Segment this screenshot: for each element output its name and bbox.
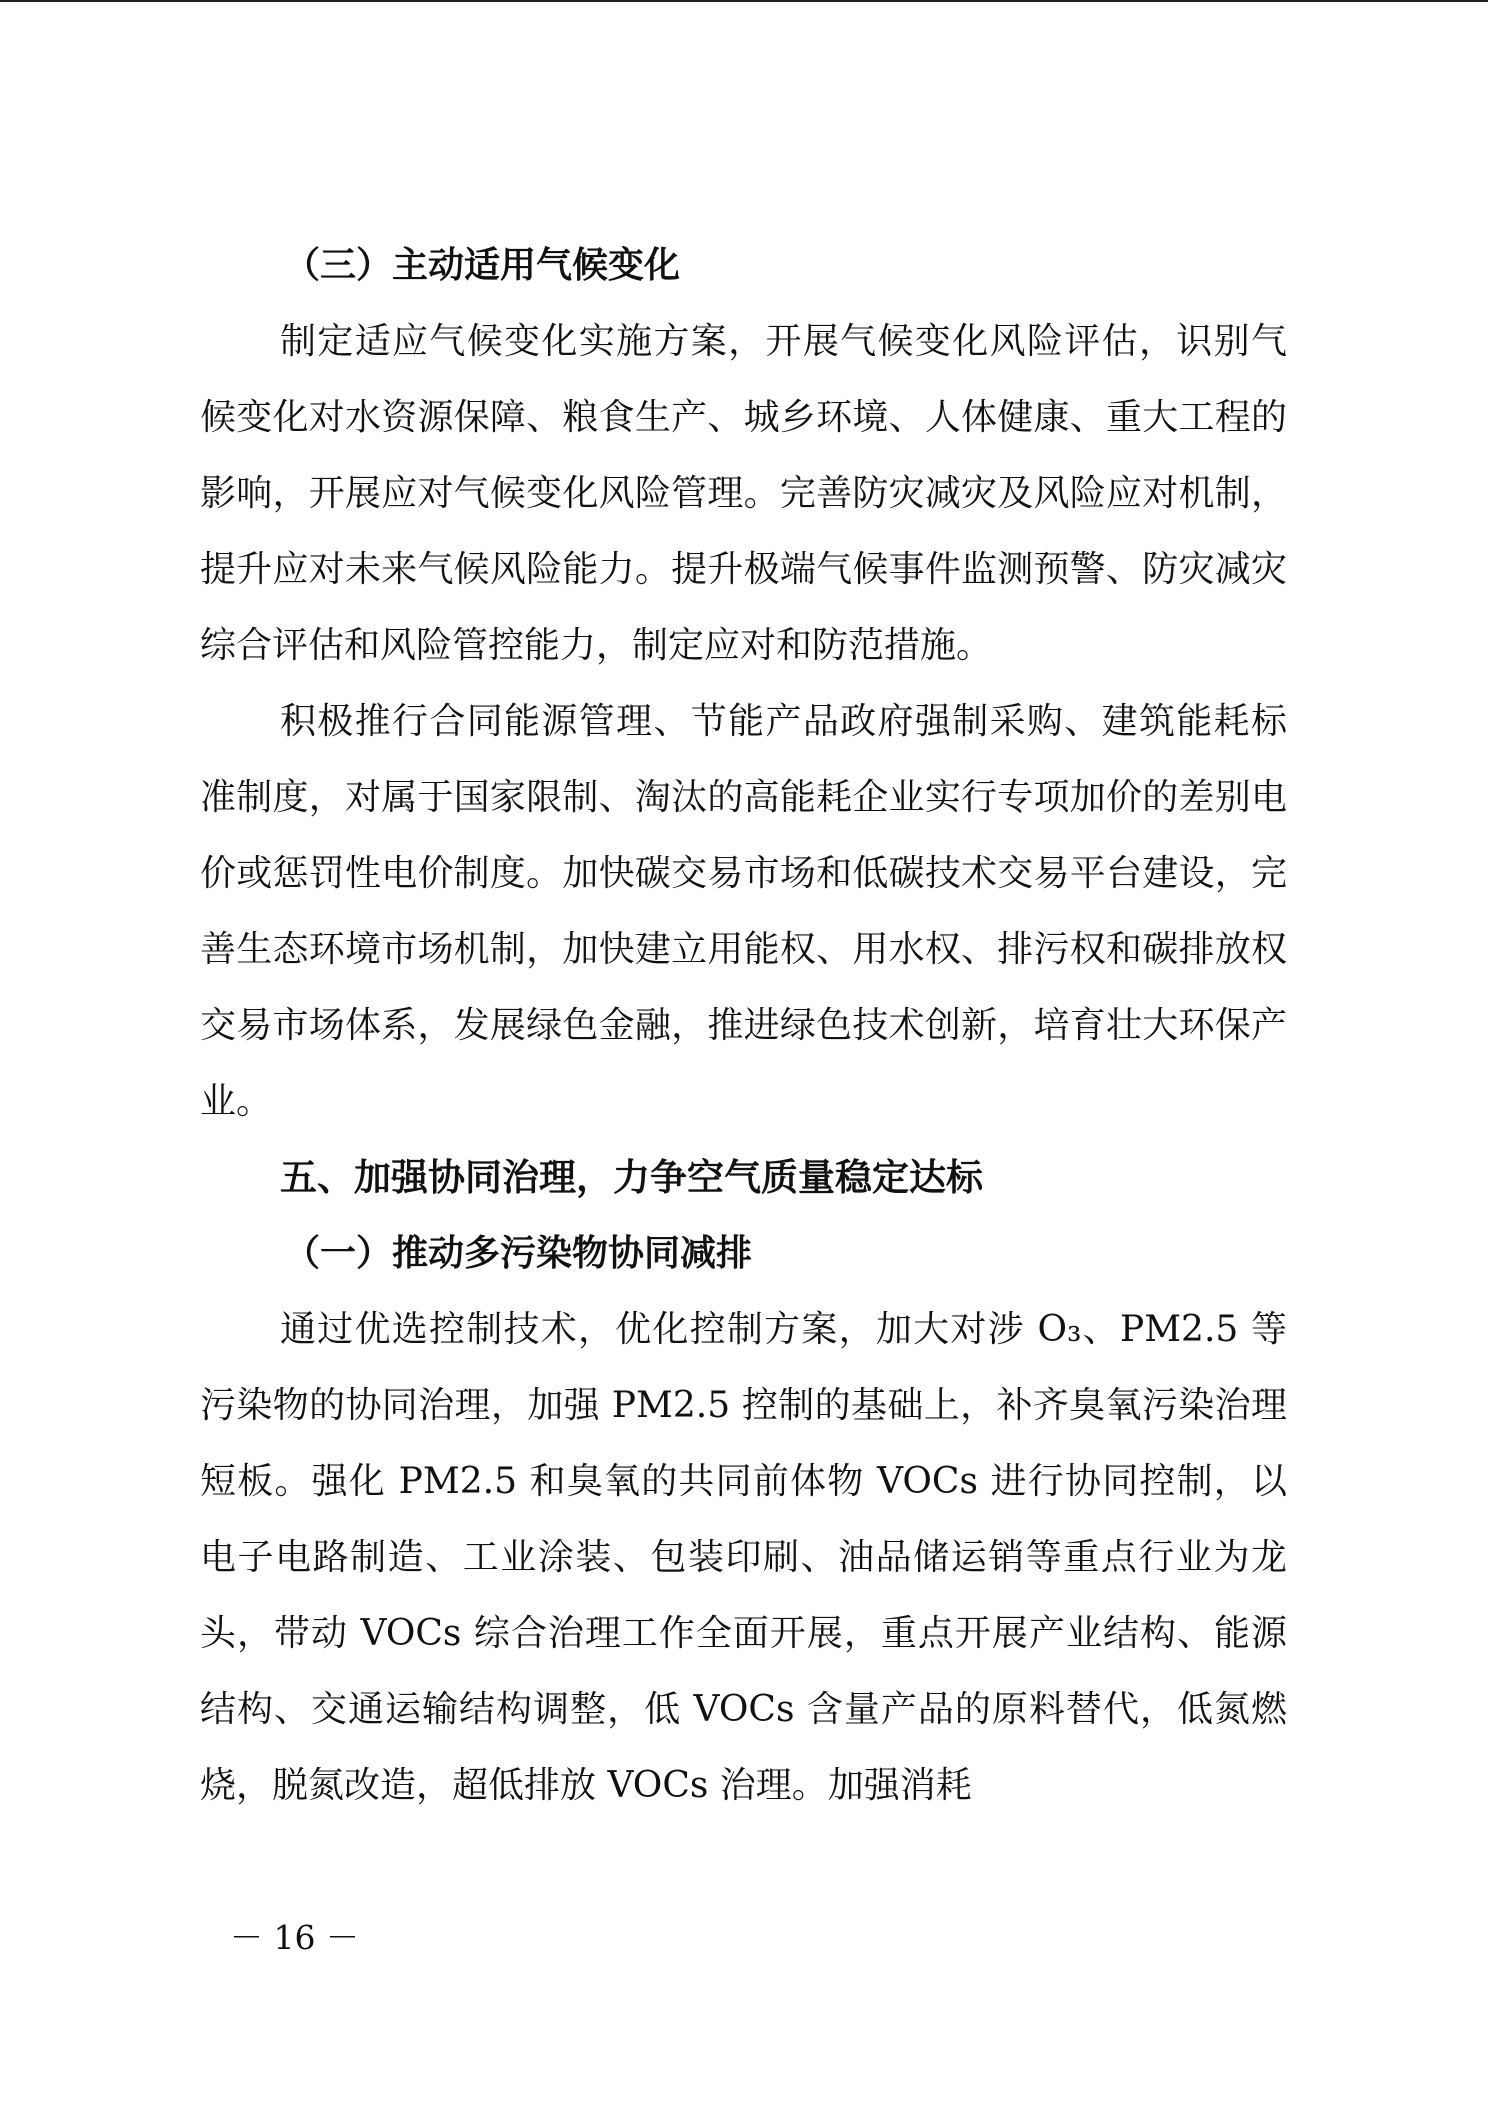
section-heading-adapt-climate-change: （三）主动适用气候变化 — [284, 245, 681, 286]
paragraph-climate-adaptation-plan: 制定适应气候变化实施方案，开展气候变化风险评估，识别气候变化对水资源保障、粮食生产、城乡环境、人体健康、重大工程的影响，开展应对气候变化风险管理。完善防灾减灾及风险应对机制，提升应对未来气候风险能力。提升极端气候事件监测预警、防灾减灾综合评估和风险管控能力，制定应对和防范措施。 — [200, 321, 1287, 666]
chapter-heading-coordinated-governance: 五、加强协同治理，力争空气质量稳定达标 — [280, 1156, 983, 1199]
page-number: － 16 － — [230, 1918, 359, 1957]
paragraph-energy-management: 积极推行合同能源管理、节能产品政府强制采购、建筑能耗标准制度，对属于国家限制、淘汰的高能耗企业实行专项加价的差别电价或惩罚性电价制度。加快碳交易市场和低碳技术交易平台建设，完善生态环境市场机制，加快建立用能权、用水权、排污权和碳排放权交易市场体系，发展绿色金融，推进绿色技术创新，培育壮大环保产业。 — [200, 701, 1287, 1122]
page-body — [200, 228, 1287, 1824]
page-top-border — [0, 0, 1488, 2]
paragraph-pollutant-control: 通过优选控制技术，优化控制方案，加大对涉 O₃、PM2.5 等污染物的协同治理，加强 PM2.5 控制的基础上，补齐臭氧污染治理短板。强化 PM2.5 和臭氧的共同前体物 VOCs 进行协同控制，以电子电路制造、工业涂装、包装印刷、油品储运销等重点行业为龙头，带动 VOCs 综合治理工作全面开展，重点开展产业结构、能源结构、交通运输结构调整，低 VOCs 含量产品的原料替代，低氮燃烧，脱氮改造，超低排放 VOCs 治理。加强消耗 — [200, 1309, 1287, 1806]
section-heading-multi-pollutant-reduction: （一）推动多污染物协同减排 — [284, 1233, 753, 1274]
